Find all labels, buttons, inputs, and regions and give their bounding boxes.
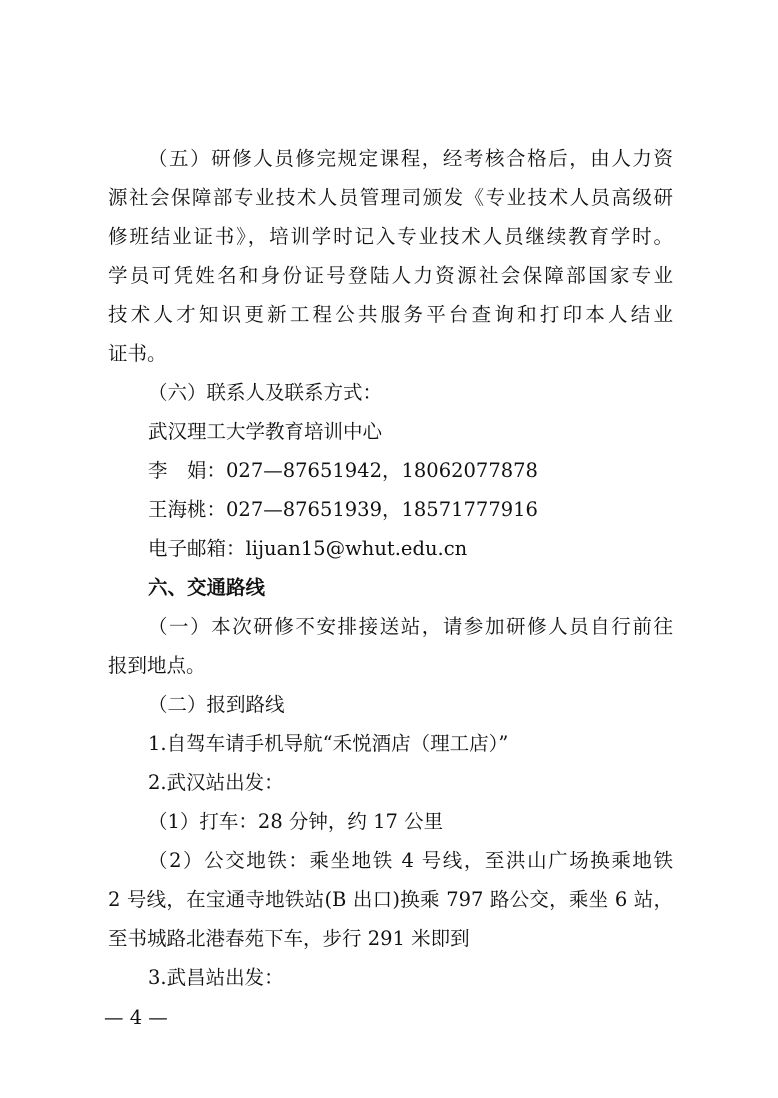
paragraph-line: （五）研修人员修完规定课程，经考核合格后，由人力资 <box>148 147 673 170</box>
contact-line: 李 娟：027—87651942，18062077878 <box>148 459 538 482</box>
paragraph-line: 修班结业证书》，培训学时记入专业技术人员继续教育学时。 <box>108 225 673 248</box>
paragraph-line: （一）本次研修不安排接送站，请参加研修人员自行前往 <box>148 615 673 638</box>
route-item: 3.武昌站出发： <box>148 966 284 989</box>
section-heading: （二）报到路线 <box>148 693 285 716</box>
route-item: 1.自驾车请手机导航“禾悦酒店（理工店）” <box>148 732 509 755</box>
route-item: 至书城路北港春苑下车，步行 291 米即到 <box>108 927 470 950</box>
route-item: （1）打车：28 分钟，约 17 公里 <box>148 810 444 833</box>
contact-org: 武汉理工大学教育培训中心 <box>148 420 383 443</box>
contact-line: 王海桃：027—87651939，18571777916 <box>148 498 538 521</box>
paragraph-line: 技术人才知识更新工程公共服务平台查询和打印本人结业 <box>108 303 673 326</box>
section-heading: （六）联系人及联系方式： <box>148 381 383 404</box>
route-item: （2）公交地铁：乘坐地铁 4 号线，至洪山广场换乘地铁 <box>148 849 673 872</box>
paragraph-line: 源社会保障部专业技术人员管理司颁发《专业技术人员高级研 <box>108 186 673 209</box>
route-item: 2 号线，在宝通寺地铁站(B 出口)换乘 797 路公交，乘坐 6 站， <box>108 888 673 911</box>
paragraph-line: 证书。 <box>108 342 167 365</box>
paragraph-line: 报到地点。 <box>108 654 206 677</box>
paragraph-line: 学员可凭姓名和身份证号登陆人力资源社会保障部国家专业 <box>108 264 673 287</box>
section-title: 六、交通路线 <box>148 576 266 599</box>
route-item: 2.武汉站出发： <box>148 771 284 794</box>
contact-email: 电子邮箱：lijuan15@whut.edu.cn <box>148 537 468 560</box>
page-number: — 4 — <box>104 1006 168 1029</box>
